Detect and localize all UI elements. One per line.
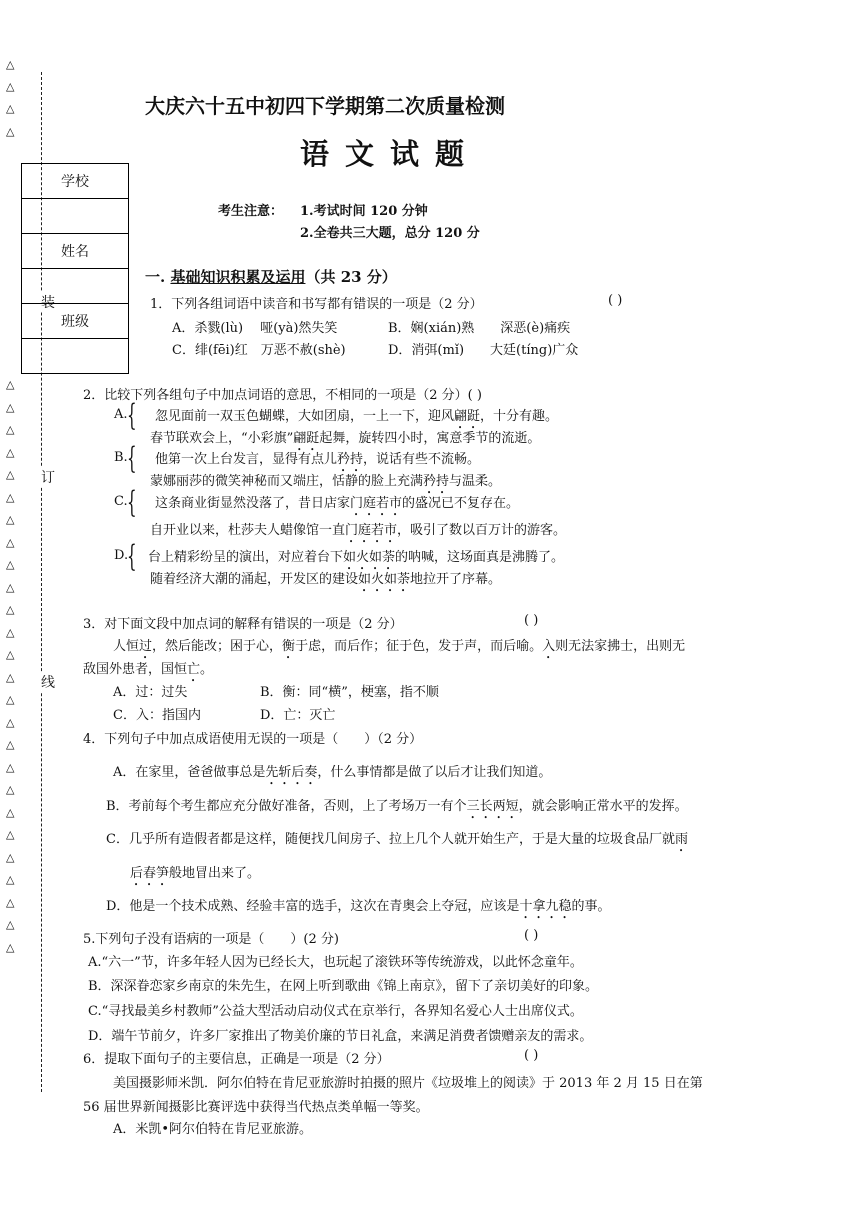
q5-answer-paren[interactable]: ( ) — [524, 928, 539, 943]
notice-1: 1.考试时间 120 分钟 — [300, 204, 428, 219]
triangle-mark: △ — [6, 693, 15, 706]
triangle-mark: △ — [6, 760, 15, 774]
q2-a-sentence-2: 春节联欢会上，“小彩旗”翩跹起舞，旋转四小时，寓意季节的流逝。 — [150, 431, 541, 446]
triangle-mark: △ — [6, 715, 15, 729]
triangle-mark: △ — [6, 558, 15, 571]
q1-answer-paren[interactable]: ( ) — [608, 293, 623, 308]
q1-stem: 1．下列各组词语中读音和书写都有错误的一项是（2 分） — [150, 297, 483, 312]
school-label: 学校 — [22, 164, 128, 199]
q2-c-sentence-1: 这条商业街显然没落了，昔日店家门庭若市的盛况已不复存在。 — [155, 496, 520, 511]
q2-d-sentence-2: 随着经济大潮的涌起，开发区的建设如火如荼地拉开了序幕。 — [150, 572, 502, 587]
triangle-mark: △ — [6, 423, 15, 436]
q5-option-c: C.“寻找最美乡村教师”公益大型活动启动仪式在京举行，各界知名爱心人士出席仪式。 — [88, 1004, 583, 1019]
q3-passage-line-1: 人恒过，然后能改；困于心，衡于虑，而后作；征于色，发于声，而后喻。入则无法家拂士，出则无 — [113, 639, 686, 654]
q2-b-sentence-1: 他第一次上台发言，显得有点儿矜持，说话有些不流畅。 — [155, 452, 481, 467]
q6-option-a: A．米凯•阿尔伯特在肯尼亚旅游。 — [113, 1122, 313, 1137]
triangle-mark: △ — [6, 580, 15, 594]
triangle-mark: △ — [6, 490, 15, 504]
triangle-mark: △ — [6, 828, 15, 841]
q1-option-b: B．娴(xián)熟 深恶(è)痛疾 — [388, 321, 571, 336]
q5-option-d: D．端午节前夕，许多厂家推出了物美价廉的节日礼盒，来满足消费者馈赠亲友的需求。 — [88, 1029, 593, 1044]
q4-stem: 4．下列句子中加点成语使用无误的一项是（ ）（2 分） — [83, 732, 423, 747]
q4-option-b: B．考前每个考生都应充分做好准备，否则，上了考场万一有个三长两短，就会影响正常水平的发挥。 — [106, 799, 688, 814]
notice-label: 考生注意： — [218, 204, 284, 219]
triangle-mark: △ — [6, 58, 15, 71]
q5-stem: 5.下列句子没有语病的一项是（ ）(2 分) — [83, 932, 339, 947]
q3-option-b: B．衡：同“横”，梗塞，指不顺 — [260, 685, 439, 700]
q4-option-c-line-1: C．几乎所有造假者都是这样，随便找几间房子、拉上几个人就开始生产，于是大量的垃圾食品厂就雨 — [106, 832, 688, 847]
q2-a-sentence-1: 忽见面前一双玉色蝴蝶，大如团扇，一上一下，迎风翩跹，十分有趣。 — [155, 409, 559, 424]
q2-b-sentence-2: 蒙娜丽莎的微笑神秘而又端庄，恬静的脸上充满矜持与温柔。 — [150, 474, 502, 489]
triangle-mark: △ — [6, 468, 15, 481]
subject-title: 语文试题 — [300, 137, 481, 171]
triangle-mark: △ — [6, 378, 15, 391]
triangle-mark: △ — [6, 648, 15, 661]
q1-option-a: A．杀戮(lù) 哑(yà)然失笑 — [172, 321, 338, 336]
q6-passage-line-2: 56 届世界新闻摄影比赛评选中获得当代热点类单幅一等奖。 — [83, 1100, 429, 1115]
triangle-mark: △ — [6, 102, 15, 115]
section-title: 基础知识积累及运用 — [170, 268, 306, 286]
brace: { — [127, 441, 137, 476]
q2-stem: 2．比较下列各组句子中加点词语的意思，不相同的一项是（2 分）( ) — [83, 388, 482, 403]
triangle-mark: △ — [6, 738, 15, 751]
notice-2: 2.全卷共三大题，总分 120 分 — [300, 226, 480, 241]
triangle-mark: △ — [6, 400, 15, 414]
binding-mark-xian: 线 — [41, 672, 55, 692]
brace: { — [127, 398, 137, 433]
triangle-mark: △ — [6, 603, 15, 616]
triangle-mark: △ — [6, 80, 15, 93]
triangle-mark: △ — [6, 895, 15, 909]
q2-label-b: B. — [114, 450, 128, 465]
q3-option-c: C．入：指国内 — [113, 708, 201, 723]
triangle-mark: △ — [6, 445, 15, 459]
q6-passage-line-1: 美国摄影师米凯．阿尔伯特在肯尼亚旅游时拍摄的照片《垃圾堆上的阅读》于 2013 年 2 月 15 日在第 — [113, 1076, 703, 1091]
section-heading: 一. 基础知识积累及运用（共 23 分） — [145, 268, 397, 286]
q2-d-sentence-1: 台上精彩纷呈的演出，对应着台下如火如荼的呐喊，这场面真是沸腾了。 — [148, 550, 565, 565]
q3-option-a: A．过：过失 — [113, 685, 188, 700]
q2-c-sentence-2: 自开业以来，杜莎夫人蜡像馆一直门庭若市，吸引了数以百万计的游客。 — [150, 523, 567, 538]
binding-mark-zhuang: 装 — [41, 292, 55, 312]
q3-option-d: D．亡：灭亡 — [260, 708, 336, 723]
q2-label-a: A. — [114, 407, 128, 422]
q6-answer-paren[interactable]: ( ) — [524, 1048, 539, 1063]
class-field[interactable] — [22, 339, 128, 373]
triangle-mark: △ — [6, 918, 15, 931]
q3-answer-paren[interactable]: ( ) — [524, 613, 539, 628]
q3-passage-line-2: 敌国外患者，国恒亡。 — [83, 662, 214, 677]
brace: { — [127, 485, 137, 520]
q1-option-c: C．绯(fēi)红 万恶不赦(shè) — [172, 343, 346, 358]
class-label: 班级 — [22, 304, 128, 339]
q1-option-d: D．消弭(mǐ) 大廷(tíng)广众 — [388, 343, 579, 358]
name-field[interactable] — [22, 269, 128, 304]
triangle-mark: △ — [6, 783, 15, 796]
q6-stem: 6．提取下面句子的主要信息，正确是一项是（2 分） — [83, 1052, 390, 1067]
q5-option-a: A.“六一”节，许多年轻人因为已经长大，也玩起了滚铁环等传统游戏，以此怀念童年。 — [88, 955, 583, 970]
triangle-mark: △ — [6, 850, 15, 864]
q4-option-a: A．在家里，爸爸做事总是先斩后奏，什么事情都是做了以后才让我们知道。 — [113, 765, 552, 780]
triangle-mark: △ — [6, 535, 15, 549]
triangle-mark: △ — [6, 940, 15, 954]
name-label: 姓名 — [22, 234, 128, 269]
q5-option-b: B．深深眷恋家乡南京的朱先生，在网上听到歌曲《锦上南京》，留下了亲切美好的印象。 — [88, 979, 599, 994]
triangle-mark: △ — [6, 805, 15, 819]
q4-option-c-line-2: 后春笋般地冒出来了。 — [130, 866, 261, 881]
exam-title: 大庆六十五中初四下学期第二次质量检测 — [145, 94, 505, 118]
triangle-mark: △ — [6, 670, 15, 684]
triangle-mark: △ — [6, 125, 15, 138]
student-info-box — [21, 163, 129, 374]
binding-mark-ding: 订 — [41, 467, 55, 487]
q3-stem: 3．对下面文段中加点词的解释有错误的一项是（2 分） — [83, 617, 403, 632]
q2-label-d: D. — [114, 548, 129, 563]
triangle-mark: △ — [6, 625, 15, 639]
triangle-mark: △ — [6, 513, 15, 526]
triangle-mark: △ — [6, 873, 15, 886]
q4-option-d: D．他是一个技术成熟、经验丰富的选手，这次在青奥会上夺冠，应该是十拿九稳的事。 — [106, 899, 611, 914]
q2-label-c: C. — [114, 494, 128, 509]
school-field[interactable] — [22, 199, 128, 234]
brace: { — [127, 539, 137, 574]
